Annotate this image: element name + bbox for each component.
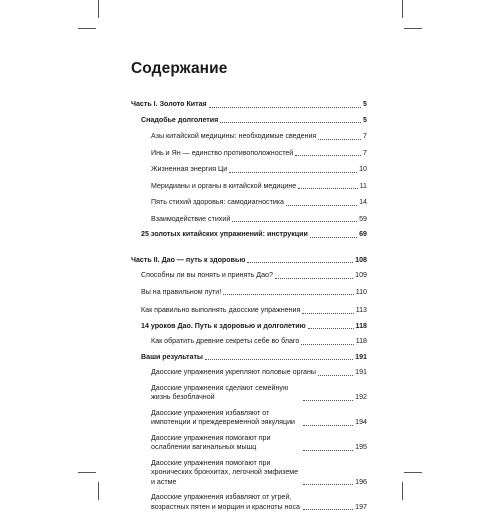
toc-entry-page: 196 (355, 478, 367, 488)
toc-entry-label: Инь и Ян — единство противоположностей (151, 149, 293, 159)
dot-leader (310, 237, 357, 238)
crop-mark-right-top (404, 28, 422, 29)
toc-entry[interactable] (131, 409, 367, 428)
toc-entry-page: 7 (363, 149, 367, 159)
toc-entry-page: 118 (356, 322, 367, 332)
toc-entry-page: 191 (355, 353, 367, 363)
dot-leader (303, 400, 353, 401)
toc-entry[interactable] (131, 493, 367, 512)
toc-entry[interactable] (131, 434, 367, 453)
toc-entry-page: 110 (356, 288, 367, 298)
toc-entry-page: 5 (363, 100, 367, 110)
toc-entry-label: Меридианы и органы в китайской медицине (151, 182, 296, 192)
toc-entry[interactable] (131, 368, 367, 378)
toc-entry[interactable] (131, 256, 367, 266)
dot-leader (301, 344, 353, 345)
toc-entry-page: 11 (360, 182, 367, 192)
toc-entry[interactable] (131, 353, 367, 363)
dot-leader (298, 188, 357, 189)
dot-leader (275, 278, 353, 279)
dot-leader (247, 262, 353, 263)
toc-entry-label: Даосские упражнения помогают при хронических бронхитах, легочной эмфиземе и астме (151, 459, 301, 488)
dot-leader (303, 484, 353, 485)
toc-entry[interactable] (131, 288, 367, 298)
crop-mark-top-left (98, 0, 99, 18)
toc-entry-page: 192 (355, 393, 367, 403)
book-page (131, 60, 367, 512)
crop-mark-left-top (78, 28, 96, 29)
toc-entry-label: Взаимодействие стихий (151, 215, 230, 225)
dot-leader (303, 425, 353, 426)
toc-entry-label: Как обратить древние секреты себе во благо (151, 337, 299, 347)
toc-entry-label: Даосские упражнения сделают семейную жизнь безоблачной (151, 384, 301, 403)
toc-entry[interactable] (131, 198, 367, 208)
dot-leader (303, 509, 353, 510)
toc-entry-page: 191 (355, 368, 367, 378)
toc-entry-label: Вы на правильном пути! (141, 288, 221, 298)
toc-entry-page: 197 (355, 503, 367, 512)
dot-leader (232, 221, 357, 222)
toc-entry-page: 69 (359, 230, 367, 240)
toc-entry[interactable] (131, 271, 367, 281)
toc-entry[interactable] (131, 100, 367, 110)
toc-entry-label: Часть I. Золото Китая (131, 100, 207, 110)
toc-entry[interactable] (131, 215, 367, 225)
toc-entry-label: 14 уроков Дао. Путь к здоровью и долголетию (141, 322, 306, 332)
toc-entry[interactable] (131, 230, 367, 240)
toc-entry-page: 194 (355, 418, 367, 428)
crop-mark-top-right (402, 0, 403, 18)
toc-entry[interactable] (131, 322, 367, 332)
dot-leader (223, 294, 353, 295)
toc-entry-page: 113 (356, 306, 367, 316)
dot-leader (286, 205, 357, 206)
toc-entry[interactable] (131, 337, 367, 347)
dot-leader (318, 139, 361, 140)
toc-entry-label: Способны ли вы понять и принять Дао? (141, 271, 273, 281)
toc-entry-label: Даосские упражнения избавляют от угрей, возрастных пятен и морщин и красноты носа (151, 493, 301, 512)
toc-entry-page: 10 (359, 165, 367, 175)
toc-entry[interactable] (131, 182, 367, 192)
toc-entry-page: 14 (359, 198, 367, 208)
toc-entry-label: 25 золотых китайских упражнений: инструкции (141, 230, 308, 240)
dot-leader (220, 122, 361, 123)
toc-entry-page: 118 (356, 337, 367, 347)
toc-entry[interactable] (131, 116, 367, 126)
crop-mark-right-bottom (404, 472, 422, 473)
toc-entry-label: Азы китайской медицины: необходимые сведения (151, 132, 316, 142)
dot-leader (209, 107, 361, 108)
toc-entry-page: 59 (359, 215, 367, 225)
dot-leader (303, 450, 353, 451)
toc-entry-label: Даосские упражнения помогают при ослаблении вагинальных мышц (151, 434, 301, 453)
toc-entry-page: 7 (363, 132, 367, 142)
toc-entry[interactable] (131, 149, 367, 159)
crop-mark-bottom-left (98, 482, 99, 500)
toc-entry-label: Снадобье долголетия (141, 116, 218, 126)
dot-leader (318, 375, 353, 376)
toc-entry[interactable] (131, 306, 367, 316)
dot-leader (308, 328, 354, 329)
toc-entry[interactable] (131, 132, 367, 142)
toc-entry[interactable] (131, 165, 367, 175)
toc-entry-label: Жизненная энергия Ци (151, 165, 227, 175)
table-of-contents (131, 100, 367, 512)
crop-mark-bottom-right (402, 482, 403, 500)
dot-leader (229, 172, 357, 173)
toc-entry-label: Ваши результаты (141, 353, 203, 363)
toc-entry[interactable] (131, 459, 367, 488)
toc-entry-page: 5 (363, 116, 367, 126)
toc-entry-page: 109 (355, 271, 367, 281)
toc-entry-label: Пять стихий здоровья: самодиагностика (151, 198, 284, 208)
crop-mark-left-bottom (78, 472, 96, 473)
page-title: Содержание (131, 60, 367, 78)
toc-entry-label: Часть II. Дао — путь к здоровью (131, 256, 245, 266)
toc-entry-label: Даосские упражнения укрепляют половые органы (151, 368, 316, 378)
dot-leader (205, 359, 353, 360)
dot-leader (302, 313, 353, 314)
toc-entry-label: Как правильно выполнять даосские упражнения (141, 306, 300, 316)
dot-leader (295, 155, 361, 156)
toc-entry-page: 108 (355, 256, 367, 266)
toc-entry-label: Даосские упражнения избавляют от импотенции и преждевременной эякуляции (151, 409, 301, 428)
toc-entry-page: 195 (355, 443, 367, 453)
toc-entry[interactable] (131, 384, 367, 403)
